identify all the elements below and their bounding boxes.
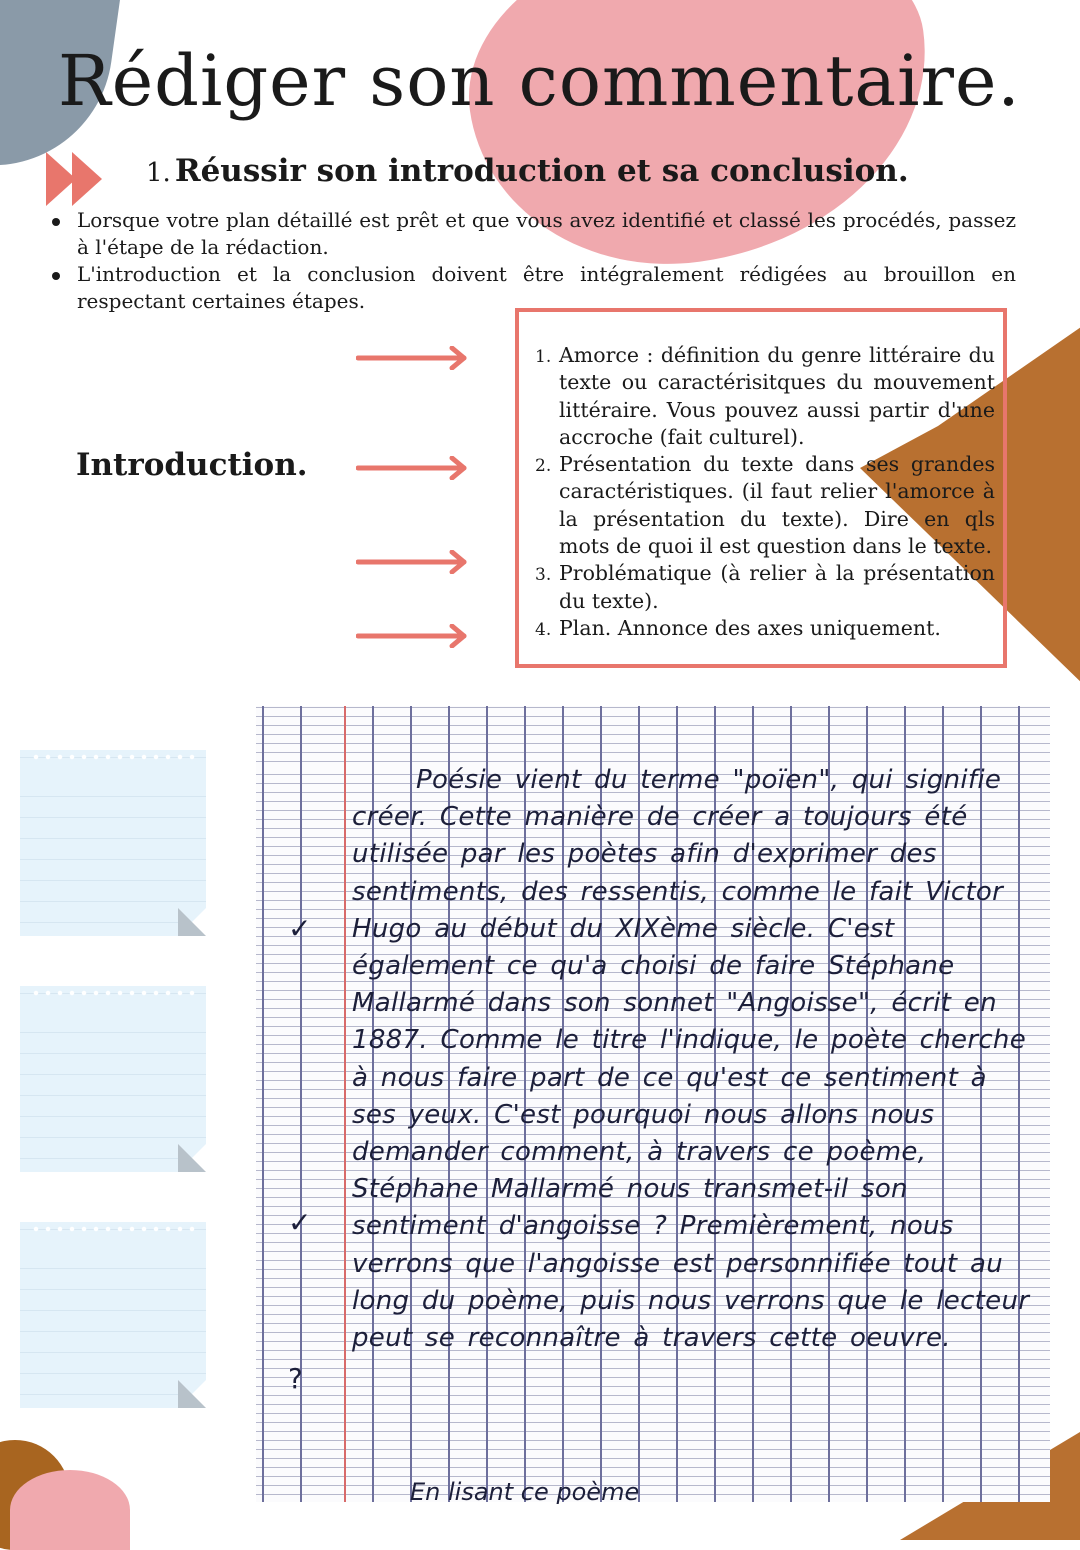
introduction-label: Introduction.	[76, 447, 308, 483]
notebook-page	[256, 706, 1050, 1502]
arrow-right-icon	[356, 550, 470, 574]
handwritten-next-line: En lisant ce poème	[410, 1478, 640, 1504]
sticky-note	[20, 750, 206, 936]
step-item	[535, 342, 995, 451]
step-text: Présentation du texte dans ses grandes caractéristiques. (il faut relier l'amorce à la présentation du texte). Dire en qls mots de quoi il est question dans le texte.	[559, 452, 995, 559]
step-item	[535, 451, 995, 560]
handwritten-introduction: Poésie vient du terme "poïen", qui signifie créer. Cette manière de créer a toujours été utilisée par les poètes afin d'exprimer des sentiments, des ressentis, comme le fait Victor Hugo au début du XIXème siècle. C'est également ce qu'a choisi de faire Stéphane Mallarmé dans son sonnet "Angoisse", écrit en 1887. Comme le titre l'indique, le poète cherche à nous faire part de ce qu'est ce sentiment à ses yeux. C'est pourquoi nous allons nous demander comment, à travers ce poème, Stéphane Mallarmé nous transmet-il son sentiment d'angoisse ? Premièrement, nous verrons que l'angoisse est personnifiée tout au long du poème, puis nous verrons que le lecteur peut se reconnaître à travers cette oeuvre.	[352, 765, 1030, 1354]
arrow-right-icon	[356, 624, 470, 648]
sticky-note	[20, 1222, 206, 1408]
step-item	[535, 560, 995, 615]
step-item	[535, 615, 995, 642]
step-number: 4.	[535, 619, 552, 640]
bullet-item: L'introduction et la conclusion doivent être intégralement rédigées au brouillon en respectant certaines étapes.	[48, 261, 1016, 315]
steps-box	[515, 308, 1007, 668]
section-number: 1.	[146, 158, 171, 188]
check-mark: ✓	[288, 1206, 312, 1239]
question-mark: ?	[288, 1362, 303, 1395]
decor-pink-corner	[10, 1470, 130, 1550]
double-chevron-icon	[46, 152, 106, 206]
section-heading	[146, 153, 909, 189]
step-number: 2.	[535, 456, 552, 477]
steps-list	[519, 312, 1003, 642]
arrow-right-icon	[356, 456, 470, 480]
section-heading-text: Réussir son introduction et sa conclusion.	[174, 153, 909, 189]
step-text: Plan. Annonce des axes uniquement.	[559, 615, 941, 640]
step-text: Problématique (à relier à la présentation du texte).	[559, 561, 995, 613]
check-mark: ✓	[288, 912, 312, 945]
notebook-margin-line	[344, 706, 346, 1502]
step-text: Amorce : définition du genre littéraire du texte ou caractérisitques du mouvement littéraire. Vous pouvez aussi partir d'une accroche (fait culturel).	[559, 343, 995, 449]
arrow-right-icon	[356, 346, 470, 370]
step-number: 3.	[535, 565, 552, 586]
step-number: 1.	[535, 347, 552, 367]
bullet-list	[48, 207, 1016, 315]
bullet-item: Lorsque votre plan détaillé est prêt et que vous avez identifié et classé les procédés, passez à l'étape de la rédaction.	[48, 207, 1016, 261]
page-title: Rédiger son commentaire.	[58, 40, 1021, 122]
sticky-note	[20, 986, 206, 1172]
